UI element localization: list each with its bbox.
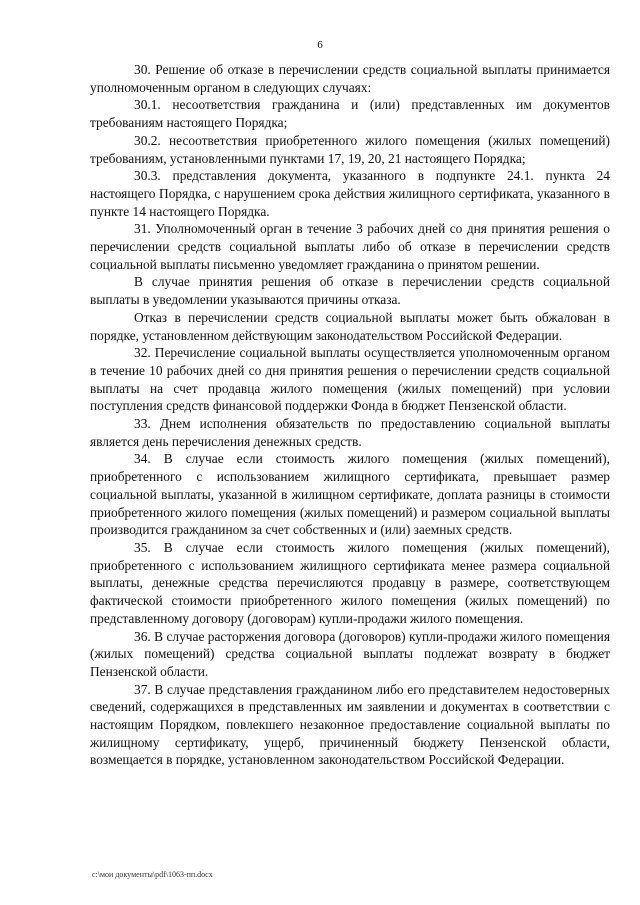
- paragraph-36: 36. В случае расторжения договора (договоров) купли-продажи жилого помещения (жилых помещений) средства социальной выплаты подлежат возврату в бюджет Пензенской области.: [90, 628, 610, 679]
- paragraph-30-2: 30.2. несоответствия приобретенного жилого помещения (жилых помещений) требованиям, установленными пунктами 17, 19, 20, 21 настоящего Порядка;: [90, 132, 610, 166]
- paragraph-31-appeal: Отказ в перечислении средств социальной выплаты может быть обжалован в порядке, установленном действующим законодательством Российской Федерации.: [90, 309, 610, 343]
- paragraph-32: 32. Перечисление социальной выплаты осуществляется уполномоченным органом в течение 10 рабочих дней со дня принятия решения о перечислении средств социальной выплаты на счет продавца жилого помещения (жилых помещений) при условии поступления средств финансовой поддержки Фонда в бюджет Пензенской области.: [90, 345, 610, 414]
- paragraph-30-3: 30.3. представления документа, указанного в подпункте 24.1. пункта 24 настоящего Порядка, с нарушением срока действия жилищного сертификата, указанного в пункте 14 настоящего Порядка.: [90, 168, 610, 219]
- paragraph-31: 31. Уполномоченный орган в течение 3 рабочих дней со дня принятия решения о перечислении средств социальной выплаты либо об отказе в перечислении средств социальной выплаты письменно уведомляет гражданина о принятом решении.: [90, 221, 610, 272]
- paragraph-30-1: 30.1. несоответствия гражданина и (или) представленных им документов требованиям настоящего Порядка;: [90, 97, 610, 131]
- page-number: 6: [317, 39, 323, 51]
- paragraph-30: 30. Решение об отказе в перечислении средств социальной выплаты принимается уполномоченным органом в следующих случаях:: [90, 62, 610, 95]
- paragraph-37: 37. В случае представления гражданином либо его представителем недостоверных сведений, содержащихся в представленных им заявлении и документах в соответствии с настоящим Порядком, повлекшего незаконное предоставление социальной выплаты по жилищному сертификату, ущерб, причиненный бюджету Пензенской области, возмещается в порядке, установленном законодательством Российской Федерации.: [90, 681, 610, 768]
- paragraph-31-refusal-reasons: В случае принятия решения об отказе в перечислении средств социальной выплаты в уведомлении указываются причины отказа.: [90, 274, 610, 308]
- footer-file-path: c:\мои документы\pdf\1063-пп.docx: [92, 870, 213, 879]
- paragraph-34: 34. В случае если стоимость жилого помещения (жилых помещений), приобретенного с использованием жилищного сертификата, превышает размер социальной выплаты, указанной в жилищном сертификате, доплата разницы в стоимости приобретенного жилого помещения (жилых помещений) и размером социальной выплаты производится гражданином за счет собственных и (или) заемных средств.: [90, 451, 610, 538]
- document-body: [90, 61, 610, 769]
- paragraph-33: 33. Днем исполнения обязательств по предоставлению социальной выплаты является день перечисления денежных средств.: [90, 416, 610, 449]
- paragraph-35: 35. В случае если стоимость жилого помещения (жилых помещений), приобретенного с использованием жилищного сертификата менее размера социальной выплаты, денежные средства перечисляются продавцу в размере, соответствующем фактической стоимости приобретенного жилого помещения (жилых помещений) по представленному договору (договорам) купли-продажи жилого помещения.: [90, 539, 610, 626]
